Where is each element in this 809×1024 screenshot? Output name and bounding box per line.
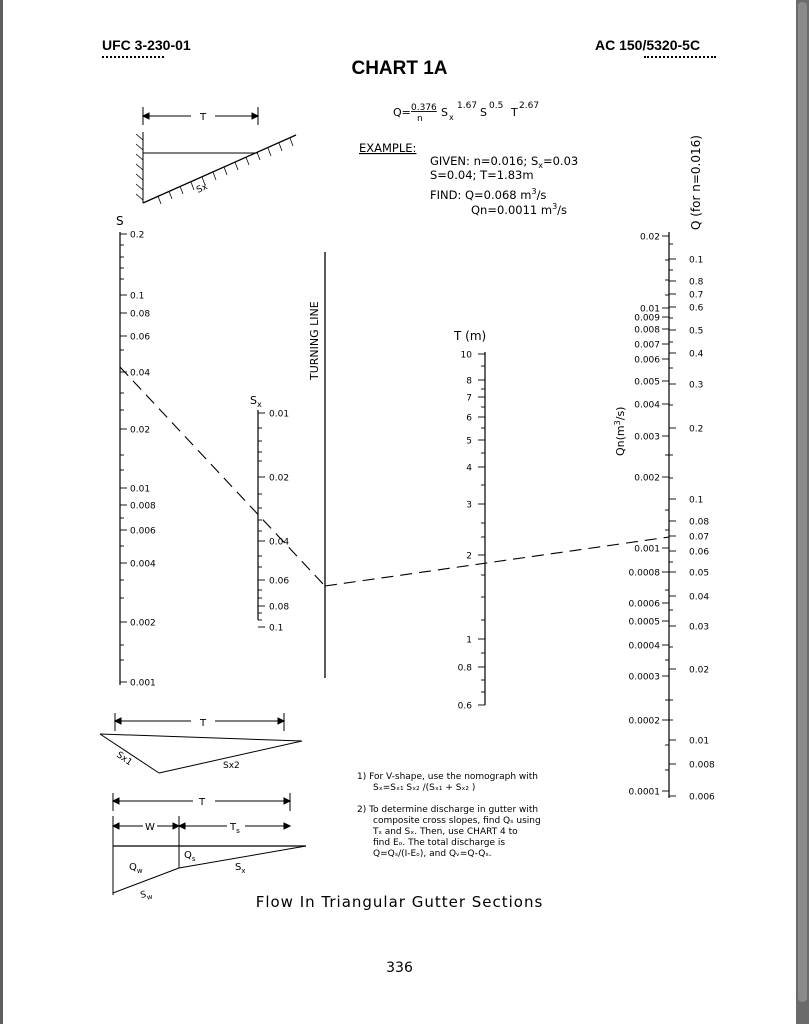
- q-scale-label: 0.04: [689, 592, 710, 603]
- example-solution-line: [120, 367, 669, 586]
- q-scale-label: 0.008: [689, 760, 715, 771]
- qn-scale-label: 0.001: [634, 544, 660, 555]
- qn-scale-label: 0.007: [634, 340, 660, 351]
- example-given-line-2: S=0.04; T=1.83m: [430, 168, 534, 182]
- composite-qw-label: $Q_w$: [129, 862, 143, 875]
- formula-s-exp: 0.5: [489, 101, 504, 111]
- sx-scale: [250, 394, 289, 634]
- sx-scale-label: 0.02: [269, 473, 290, 484]
- t-scale-name: T (m): [454, 329, 487, 343]
- q-scale-label: 0.06: [689, 547, 710, 558]
- qn-scale-label: 0.008: [634, 325, 660, 336]
- composite-t-label: T: [199, 797, 206, 808]
- composite-w-label: W: [145, 822, 155, 833]
- qn-scale-label: 0.0003: [628, 672, 660, 683]
- example-find-line-2: Qn=0.0011 $m^3/s$: [471, 202, 568, 217]
- q-scale-label: 0.4: [689, 349, 704, 360]
- vshape-sx1-label: Sx1: [114, 750, 134, 769]
- s-scale-label: 0.02: [130, 425, 151, 436]
- qn-scale-label: 0.0001: [628, 787, 660, 798]
- example-find-line-1: FIND: Q=0.068 $m^3/s$: [430, 187, 547, 202]
- chart-title: CHART 1A: [351, 58, 448, 79]
- composite-sx-label: $S_x$: [235, 862, 246, 875]
- q-scale-label: 0.1: [689, 255, 704, 266]
- t-scale-label: 6: [466, 413, 472, 424]
- note-2-line-1: 2) To determine discharge in gutter with: [357, 805, 539, 815]
- qn-scale-label: 0.0002: [628, 716, 660, 727]
- formula-t-exp: 2.67: [519, 101, 540, 111]
- t-scale-label: 2: [466, 551, 472, 562]
- note-2-line-5: Q=Qₛ/(I-Eₒ), and Qᵥ=Q-Qₛ.: [373, 849, 492, 859]
- q-scale-label: 0.8: [689, 277, 704, 288]
- example-label: EXAMPLE:: [359, 141, 417, 155]
- t-scale-label: 10: [460, 350, 472, 361]
- qn-q-scale: [613, 135, 715, 802]
- sx-scale-label: 0.06: [269, 576, 290, 587]
- formula-lead: Q=: [393, 106, 411, 119]
- s-scale-label: 0.01: [130, 484, 151, 495]
- q-scale-label: 0.03: [689, 622, 710, 633]
- vshape-t-label: T: [200, 718, 207, 729]
- t-scale-label: 0.8: [457, 663, 472, 674]
- notes: [357, 772, 541, 859]
- vshape-sx2-label: Sx2: [223, 761, 240, 771]
- t-scale-label: 5: [466, 436, 472, 447]
- nomograph: [3, 0, 796, 1024]
- turning-line-label: TURNING LINE: [308, 301, 321, 380]
- q-scale-label: 0.1: [689, 495, 704, 506]
- sx-scale-label: 0.01: [269, 409, 290, 420]
- note-1-line-1: 1) For V-shape, use the nomograph with: [357, 772, 538, 782]
- q-scale-label: 0.7: [689, 290, 704, 301]
- formula-coef-num: 0.376: [411, 103, 437, 113]
- formula-sx-sub: x: [449, 113, 454, 122]
- q-scale-name: Q (for n=0.016): [689, 135, 703, 230]
- q-scale-label: 0.08: [689, 517, 710, 528]
- q-scale-label: 0.5: [689, 326, 704, 337]
- note-1-line-2: Sₓ=Sₓ₁ Sₓ₂ /(Sₓ₁ + Sₓ₂ ): [373, 783, 476, 793]
- q-scale-label: 0.01: [689, 736, 710, 747]
- note-2-line-2: composite cross slopes, find Qₛ using: [373, 816, 541, 826]
- s-scale-name: S: [116, 214, 124, 228]
- t-scale-label: 8: [466, 376, 472, 387]
- t-scale: [453, 329, 486, 712]
- sx-scale-label: 0.08: [269, 602, 290, 613]
- qn-scale-label: 0.01: [639, 304, 660, 315]
- header-left-doc-id: UFC 3-230-01: [102, 37, 191, 53]
- qn-scale-label: 0.009: [634, 313, 660, 324]
- formula-sx-exp: 1.67: [457, 101, 478, 111]
- q-scale-label: 0.02: [689, 665, 710, 676]
- s-scale-label: 0.2: [130, 230, 145, 241]
- top-diagram-t-label: T: [200, 112, 207, 123]
- sx-scale-name: $S_x$: [250, 394, 262, 409]
- composite-qs-label: $Q_s$: [184, 850, 196, 863]
- example-block: [359, 141, 578, 217]
- q-scale-label: 0.006: [689, 792, 715, 803]
- q-scale-label: 0.6: [689, 303, 704, 314]
- s-scale-label: 0.001: [130, 678, 156, 689]
- qn-scale-name: $Qn(m^3/s)$: [613, 406, 627, 456]
- s-scale: [116, 214, 156, 689]
- qn-scale-label: 0.003: [634, 432, 660, 443]
- composite-sw-label: $S_w$: [139, 889, 154, 902]
- example-given-line-1: GIVEN: n=0.016; $S_x=0.03$: [430, 154, 579, 170]
- viewer-scrollbar[interactable]: [796, 0, 809, 1024]
- qn-scale-label: 0.0004: [628, 641, 660, 652]
- q-scale-label: 0.2: [689, 424, 704, 435]
- s-scale-label: 0.002: [130, 618, 156, 629]
- s-scale-label: 0.08: [130, 309, 151, 320]
- qn-scale-label: 0.005: [634, 377, 660, 388]
- qn-scale-label: 0.006: [634, 355, 660, 366]
- header-right-doc-id: AC 150/5320-5C: [595, 37, 701, 53]
- qn-scale-label: 0.002: [634, 473, 660, 484]
- t-scale-label: 7: [466, 393, 472, 404]
- qn-scale-label: 0.0006: [628, 599, 660, 610]
- qn-scale-label: 0.004: [634, 400, 660, 411]
- t-scale-label: 1: [466, 635, 472, 646]
- q-scale-label: 0.07: [689, 532, 710, 543]
- note-2-line-4: find Eₒ. The total discharge is: [373, 838, 506, 848]
- top-diagram-sx-label: Sx: [195, 182, 210, 196]
- qn-scale-label: 0.0005: [628, 617, 660, 628]
- s-scale-label: 0.006: [130, 526, 156, 537]
- s-scale-label: 0.1: [130, 291, 145, 302]
- t-scale-label: 3: [466, 500, 472, 511]
- formula-s: S: [480, 106, 487, 119]
- qn-scale-label: 0.0008: [628, 568, 660, 579]
- viewer-scrollbar-thumb[interactable]: [798, 2, 807, 1002]
- sx-scale-label: 0.1: [269, 623, 284, 634]
- note-2-line-3: Tₛ and Sₓ. Then, use CHART 4 to: [373, 827, 518, 837]
- formula-coef-den: n: [417, 114, 423, 124]
- composite-diagram: [113, 793, 306, 895]
- formula-t: T: [511, 106, 518, 119]
- document-page: [3, 0, 796, 1024]
- formula: [393, 101, 539, 124]
- formula-sx: S: [441, 106, 448, 119]
- q-scale-label: 0.3: [689, 380, 704, 391]
- page-number: 336: [386, 960, 413, 976]
- sx-scale-label: 0.04: [269, 537, 290, 548]
- top-gutter-diagram: [136, 107, 296, 204]
- t-scale-label: 4: [466, 463, 472, 474]
- q-scale-label: 0.05: [689, 568, 710, 579]
- qn-scale-label: 0.02: [639, 232, 660, 243]
- composite-ts-label: $T_s$: [230, 822, 240, 835]
- s-scale-label: 0.04: [130, 368, 151, 379]
- s-scale-label: 0.008: [130, 501, 156, 512]
- s-scale-label: 0.06: [130, 332, 151, 343]
- t-scale-label: 0.6: [457, 701, 472, 712]
- s-scale-label: 0.004: [130, 559, 156, 570]
- figure-caption: Flow In Triangular Gutter Sections: [255, 893, 544, 911]
